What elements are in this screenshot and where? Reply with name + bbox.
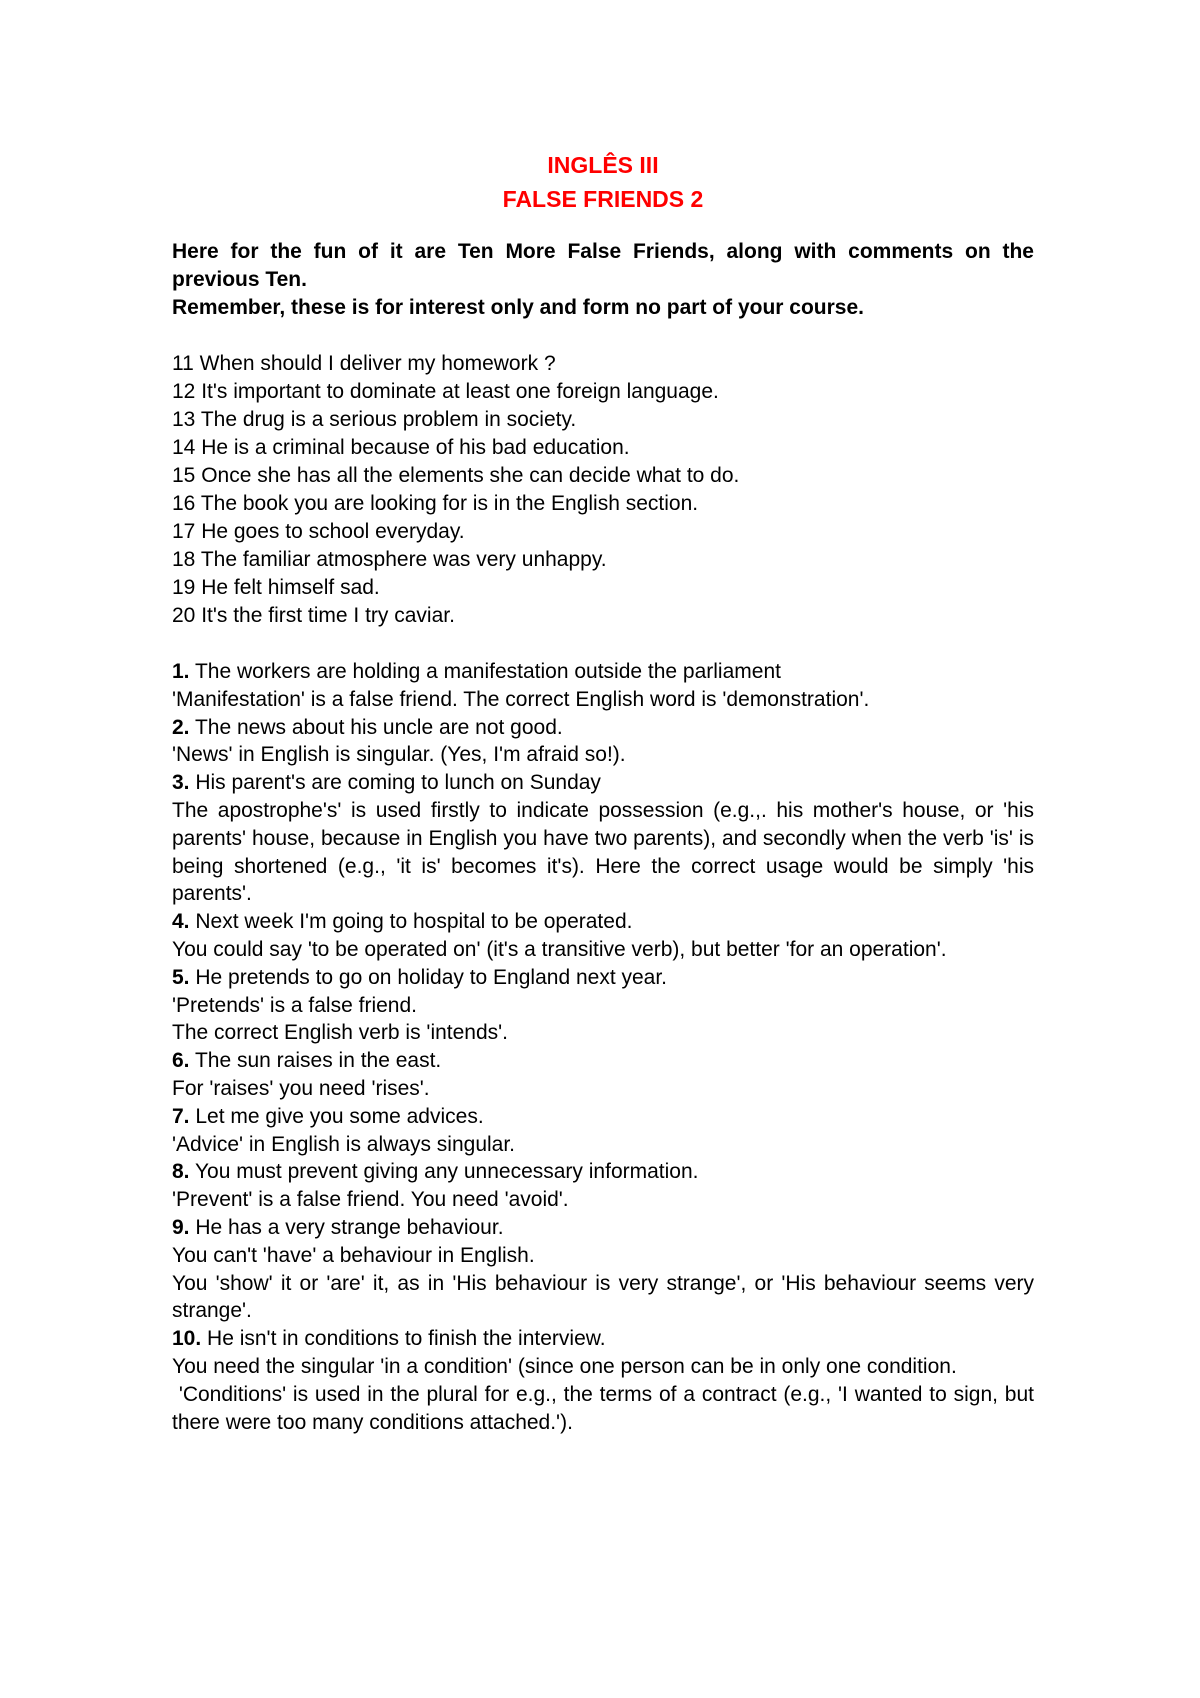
- comment-sentence: [172, 769, 1034, 797]
- item-number: 6.: [172, 1049, 190, 1073]
- comment-note: The correct English verb is 'intends'.: [172, 1021, 508, 1045]
- item-number: 7.: [172, 1104, 190, 1128]
- comment-sentence: [172, 1047, 1034, 1075]
- comment-sentence: [172, 1103, 1034, 1131]
- sentence-text: He isn't in conditions to finish the interview.: [201, 1327, 606, 1351]
- sentence-text: Next week I'm going to hospital to be operated.: [189, 910, 633, 934]
- list-item: 14 He is a criminal because of his bad education.: [172, 436, 630, 459]
- list-item: 15 Once she has all the elements she can decide what to do.: [172, 464, 740, 487]
- item-number: 2.: [172, 715, 190, 739]
- comment-note: You need the singular 'in a condition' (since one person can be in only one condition.: [172, 1354, 957, 1378]
- comment-sentence: [172, 1158, 1034, 1186]
- sentence-text: He pretends to go on holiday to England next year.: [189, 965, 668, 989]
- sentence-list: [172, 350, 1034, 630]
- item-number: 5.: [172, 965, 190, 989]
- list-item: 17 He goes to school everyday.: [172, 520, 465, 543]
- item-number: 8.: [172, 1160, 190, 1184]
- item-number: 4.: [172, 910, 190, 934]
- sentence-text: The sun raises in the east.: [189, 1049, 442, 1073]
- comment-sentence: [172, 714, 1034, 742]
- comment-item: [172, 1158, 1034, 1214]
- list-item: 16 The book you are looking for is in the English section.: [172, 492, 699, 515]
- comment-note: 'Conditions' is used in the plural for e.g., the terms of a contract (e.g., 'I wanted to sign, but there were too many conditions attached.').: [172, 1382, 1040, 1434]
- comment-note: For 'raises' you need 'rises'.: [172, 1076, 430, 1100]
- comment-item: [172, 1047, 1034, 1103]
- comment-note: You can't 'have' a behaviour in English.: [172, 1243, 535, 1267]
- list-item: 19 He felt himself sad.: [172, 576, 380, 599]
- comment-note: 'Manifestation' is a false friend. The correct English word is 'demonstration'.: [172, 687, 870, 711]
- comment-note: You could say 'to be operated on' (it's a transitive verb), but better 'for an operation'.: [172, 937, 947, 961]
- item-number: 1.: [172, 660, 190, 683]
- comment-item: [172, 964, 1034, 1047]
- intro-remark: Remember, these is for interest only and form no part of your course.: [172, 296, 864, 319]
- intro: [172, 238, 1034, 322]
- item-number: 3.: [172, 771, 190, 795]
- item-number: 10.: [172, 1327, 202, 1351]
- comments-section: [172, 658, 1040, 1436]
- list-item: 12 It's important to dominate at least one foreign language.: [172, 380, 719, 403]
- list-item: 18 The familiar atmosphere was very unhappy.: [172, 548, 607, 571]
- comment-sentence: [172, 964, 1034, 992]
- comment-item: [172, 1214, 1034, 1325]
- sentence-text: You must prevent giving any unnecessary information.: [189, 1160, 699, 1184]
- comment-sentence: [172, 908, 1034, 936]
- comment-note: 'Advice' in English is always singular.: [172, 1132, 516, 1156]
- page-title: INGLÊS III: [547, 152, 659, 178]
- intro-paragraph: Here for the fun of it are Ten More False Friends, along with comments on the previous Ten.: [172, 240, 1034, 291]
- sentence-text: His parent's are coming to lunch on Sunday: [189, 771, 601, 795]
- comment-sentence: [172, 658, 1034, 686]
- comment-note: 'News' in English is singular. (Yes, I'm afraid so!).: [172, 743, 626, 767]
- sentence-text: The workers are holding a manifestation outside the parliament: [189, 660, 781, 683]
- sentence-text: He has a very strange behaviour.: [189, 1215, 504, 1239]
- comment-item: [172, 714, 1034, 770]
- comment-item: [172, 769, 1034, 908]
- item-number: 9.: [172, 1215, 190, 1239]
- comment-item: [172, 658, 1034, 714]
- list-item: 11 When should I deliver my homework ?: [172, 352, 556, 375]
- comment-note: 'Pretends' is a false friend.: [172, 993, 417, 1017]
- page-subtitle: FALSE FRIENDS 2: [502, 186, 704, 212]
- comment-note: The apostrophe's' is used firstly to indicate possession (e.g.,. his mother's house, or 'his parents' house, because in English you have two parents), and secondly when the verb 'is' is being shortened (e.g., 'it is' becomes it's). Here the correct usage would be simply 'his parents'.: [172, 798, 1034, 906]
- title-block: [172, 148, 1034, 216]
- comment-sentence: [172, 1325, 1034, 1353]
- sentence-text: Let me give you some advices.: [189, 1104, 484, 1128]
- sentence-text: The news about his uncle are not good.: [189, 715, 563, 739]
- list-item: 13 The drug is a serious problem in society.: [172, 408, 577, 431]
- comment-item: [172, 1325, 1040, 1436]
- comment-sentence: [172, 1214, 1034, 1242]
- comment-note: 'Prevent' is a false friend. You need 'avoid'.: [172, 1188, 569, 1212]
- list-item: 20 It's the first time I try caviar.: [172, 604, 455, 627]
- comment-note: You 'show' it or 'are' it, as in 'His behaviour is very strange', or 'His behaviour seems very strange'.: [172, 1271, 1034, 1323]
- comment-item: [172, 908, 1034, 964]
- comment-item: [172, 1103, 1034, 1159]
